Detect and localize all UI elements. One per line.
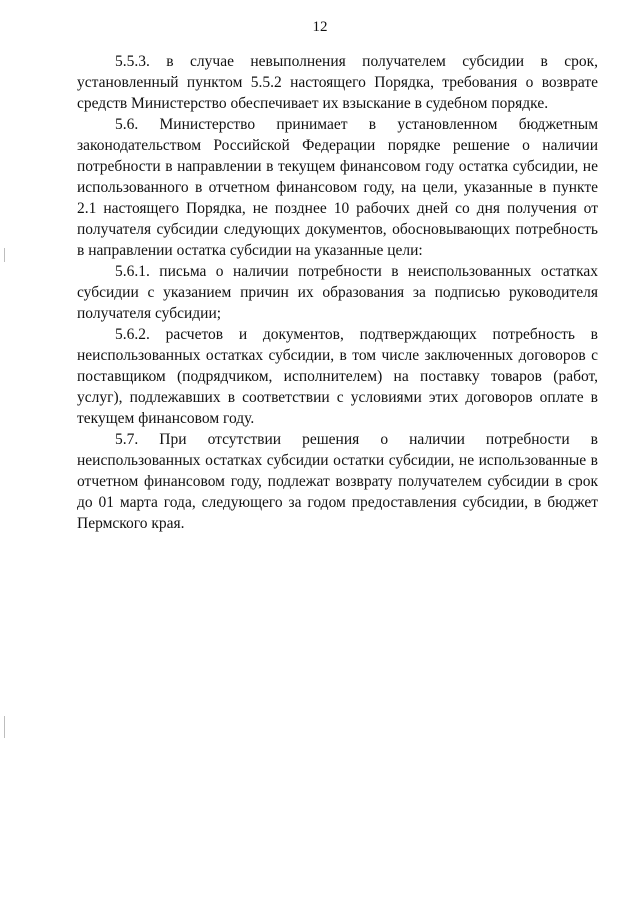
paragraph-5-6-2: 5.6.2. расчетов и документов, подтверждающих потребность в неиспользованных остатках субсидии, в том числе заключенных договоров с поставщиком (подрядчиком, исполнителем) на поставку товаров (работ, услуг), подлежавших в соответствии с условиями этих договоров оплате в текущем финансовом году. bbox=[77, 326, 598, 427]
document-body bbox=[77, 51, 598, 534]
scan-edge-mark-upper bbox=[4, 248, 5, 262]
paragraph-5-7: 5.7. При отсутствии решения о наличии потребности в неиспользованных остатках субсидии остатки субсидии, не использованные в отчетном финансовом году, подлежат возврату получателем субсидии в срок до 01 марта года, следующего за годом предоставления субсидии, в бюджет Пермского края. bbox=[77, 431, 598, 532]
page-number: 12 bbox=[312, 19, 328, 35]
paragraph-5-5-3: 5.5.3. в случае невыполнения получателем субсидии в срок, установленный пунктом 5.5.2 настоящего Порядка, требования о возврате средств Министерство обеспечивает их взыскание в судебном порядке. bbox=[77, 53, 598, 112]
scan-edge-mark-lower bbox=[4, 716, 5, 738]
paragraph-5-6: 5.6. Министерство принимает в установленном бюджетным законодательством Российской Федерации порядке решение о наличии потребности в направлении в текущем финансовом году остатка субсидии, не использованного в отчетном финансовом году, на цели, указанные в пункте 2.1 настоящего Порядка, не позднее 10 рабочих дней со дня получения от получателя субсидии следующих документов, обосновывающих потребность в направлении остатка субсидии на указанные цели: bbox=[77, 116, 598, 259]
paragraph-5-6-1: 5.6.1. письма о наличии потребности в неиспользованных остатках субсидии с указанием причин их образования за подписью руководителя получателя субсидии; bbox=[77, 263, 598, 322]
